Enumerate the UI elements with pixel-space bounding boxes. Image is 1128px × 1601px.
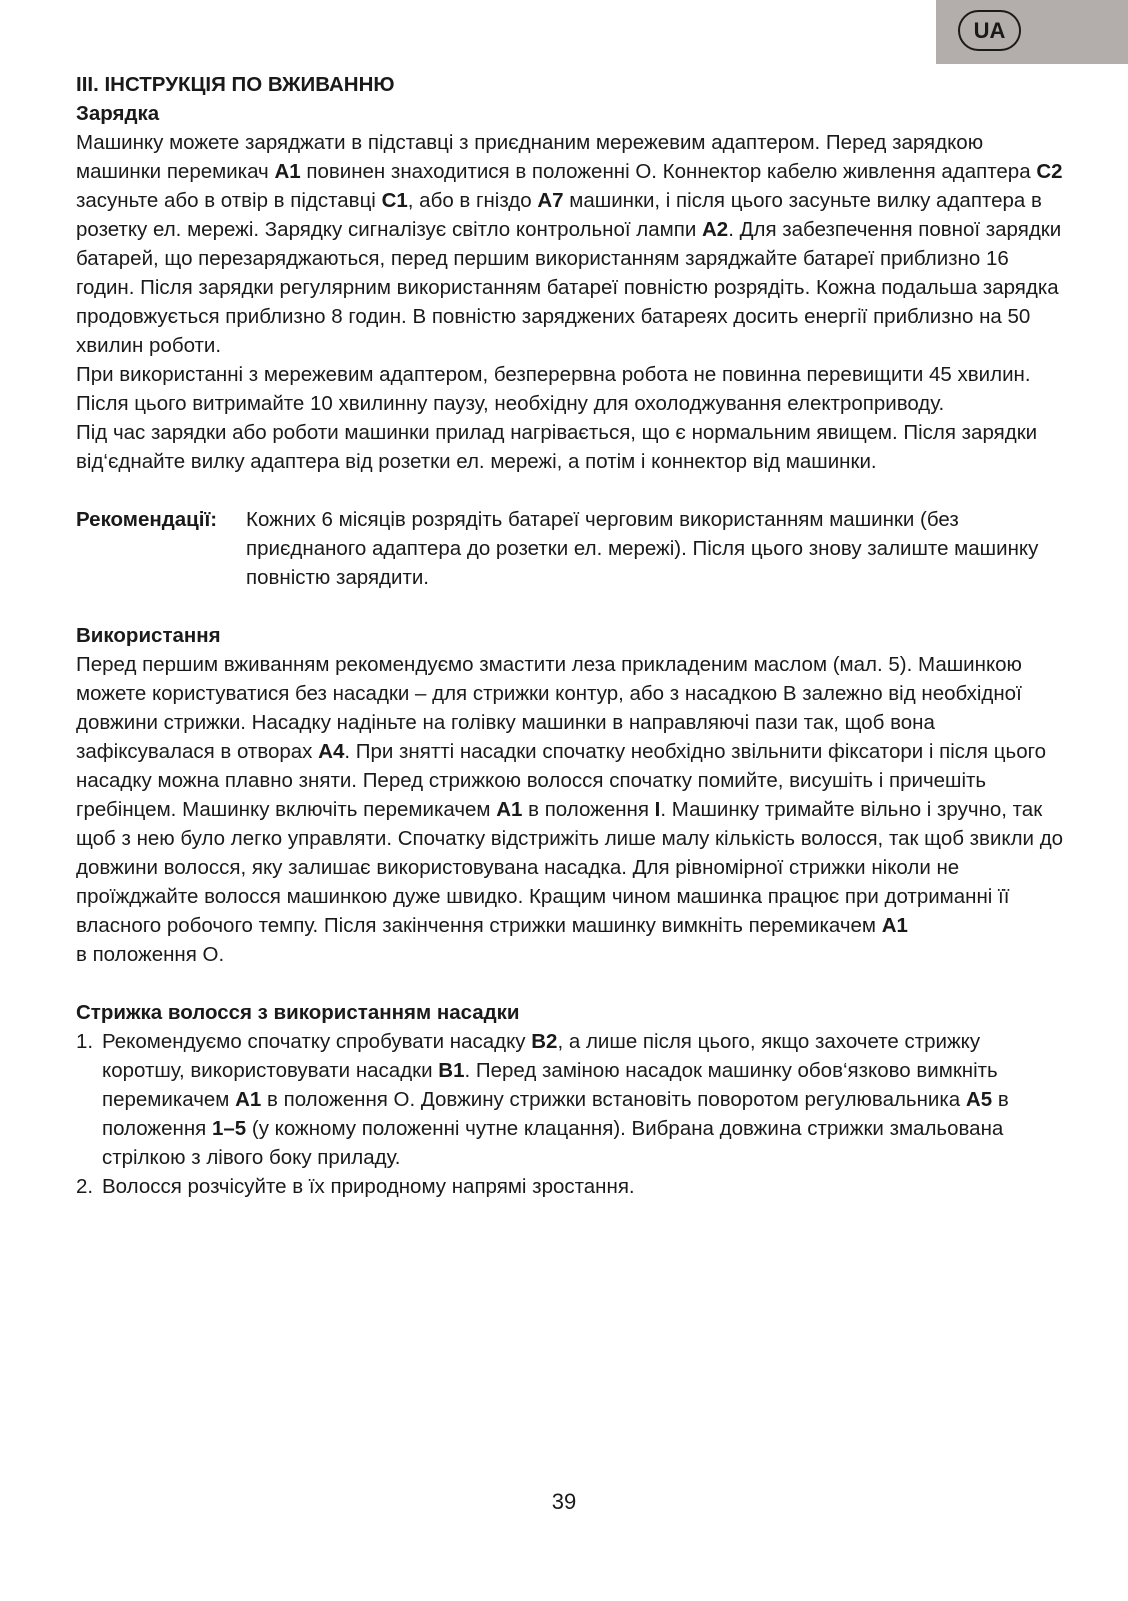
charging-paragraph-3: Після цього витримайте 10 хвилинну паузу, необхідну для охолоджування електроприводу. — [76, 392, 945, 415]
language-tab — [936, 0, 1128, 64]
page-content — [76, 70, 1066, 1201]
bold-ref: A2 — [702, 218, 729, 241]
charging-paragraph-1: Машинку можете заряджати в підставці з приєднаним мережевим адаптером. Перед зарядкою машинки перемикач A1 повинен знаходитися в положенні O. Коннектор кабелю живлення адаптера C2 засуньте або в отвір в підставці C1, або в гніздо A7 машинки, і після цього засуньте вилку адаптера в розетку ел. мережі. Зарядку сигналізує світло контрольної лампи A2. Для забезпечення повної зарядки батарей, що перезаряджаються, перед першим використанням заряджайте батареї приблизно 16 годин. Після зарядки регулярним використанням батареї повністю розрядіть. Кожна подальша зарядка продовжується приблизно 8 годин. В повністю заряджених батареях досить енергії приблизно на 50 хвилин роботи. — [76, 131, 1063, 357]
bold-ref: A1 — [496, 798, 523, 821]
recommendations-label: Рекомендації: — [76, 508, 218, 531]
usage-heading: Використання — [76, 624, 221, 647]
recommendations-block — [76, 505, 1066, 592]
bold-ref: C1 — [381, 189, 408, 212]
spacer — [76, 476, 1066, 505]
bold-ref: I — [654, 798, 661, 821]
list-item-text: Рекомендуємо спочатку спробувати насадку B2, а лише після цього, якщо захочете стрижку коротшу, використовувати насадки B1. Перед заміною насадок машинку обов‘язково вимкніть перемикачем A1 в положення O. Довжину стрижки встановіть поворотом регулювальника A5 в положення 1–5 (у кожному положенні чутне клацання). Вибрана довжина стрижки змальована стрілкою з лівого боку приладу. — [102, 1030, 1009, 1169]
list-item-number: 1. — [76, 1030, 94, 1053]
bold-ref: B1 — [438, 1059, 465, 1082]
attachment-steps-list — [76, 1027, 1066, 1201]
language-badge: UA — [958, 10, 1021, 51]
bold-ref: A1 — [274, 160, 301, 183]
bold-ref: C2 — [1036, 160, 1063, 183]
page-number: 39 — [551, 1489, 577, 1514]
spacer — [76, 969, 1066, 998]
bold-ref: B2 — [531, 1030, 558, 1053]
list-item — [76, 1027, 1066, 1172]
list-item-number: 2. — [76, 1175, 94, 1198]
list-item — [76, 1172, 1066, 1201]
list-item-text: Волосся розчісуйте в їх природному напрямі зростання. — [102, 1175, 635, 1198]
charging-paragraph-4: Під час зарядки або роботи машинки прилад нагрівається, що є нормальним явищем. Після зарядки від‘єднайте вилку адаптера від розетки ел. мережі, а потім і коннектор від машинки. — [76, 421, 1038, 473]
bold-ref: A1 — [235, 1088, 262, 1111]
section-title: III. ІНСТРУКЦІЯ ПО ВЖИВАННЮ — [76, 73, 395, 96]
bold-ref: 1–5 — [211, 1117, 247, 1140]
usage-paragraph: Перед першим вживанням рекомендуємо змастити леза прикладеним маслом (мал. 5). Машинкою можете користуватися без насадки – для стрижки контур, або з насадкою B залежно від необхідної довжини стрижки. Насадку надіньте на голівку машинки в направляючі пази так, щоб вона зафіксувалася в отворах A4. При знятті насадки спочатку необхідно звільнити фіксатори і після цього насадку можна плавно зняти. Перед стрижкою волосся спочатку помийте, висушіть і причешіть гребінцем. Машинку включіть перемикачем A1 в положення I. Машинку тримайте вільно і зручно, так щоб з нею було легко управляти. Спочатку відстрижіть лише малу кількість волосся, так щоб звикли до довжини волосся, яку залишає використовувана насадка. Для рівномірної стрижки ніколи не проїжджайте волосся машинкою дуже швидко. Кращим чином машинка працює при дотриманні її власного робочого темпу. Після закінчення стрижки машинку вимкніть перемикачем A1 в положення O. — [76, 653, 1064, 966]
recommendations-text: Кожних 6 місяців розрядіть батареї черговим використанням машинки (без приєднаного адаптера до розетки ел. мережі). Після цього знову залиште машинку повністю зарядити. — [246, 508, 1039, 589]
bold-ref: A1 — [881, 914, 908, 937]
bold-ref: A4 — [318, 740, 345, 763]
charging-paragraph-2: При використанні з мережевим адаптером, безперервна робота не повинна перевищити 45 хвилин. — [76, 363, 1031, 386]
bold-ref: A7 — [537, 189, 564, 212]
attachment-heading: Стрижка волосся з використанням насадки — [76, 1001, 520, 1024]
spacer — [76, 592, 1066, 621]
charging-heading: Зарядка — [76, 102, 160, 125]
bold-ref: A5 — [965, 1088, 993, 1111]
